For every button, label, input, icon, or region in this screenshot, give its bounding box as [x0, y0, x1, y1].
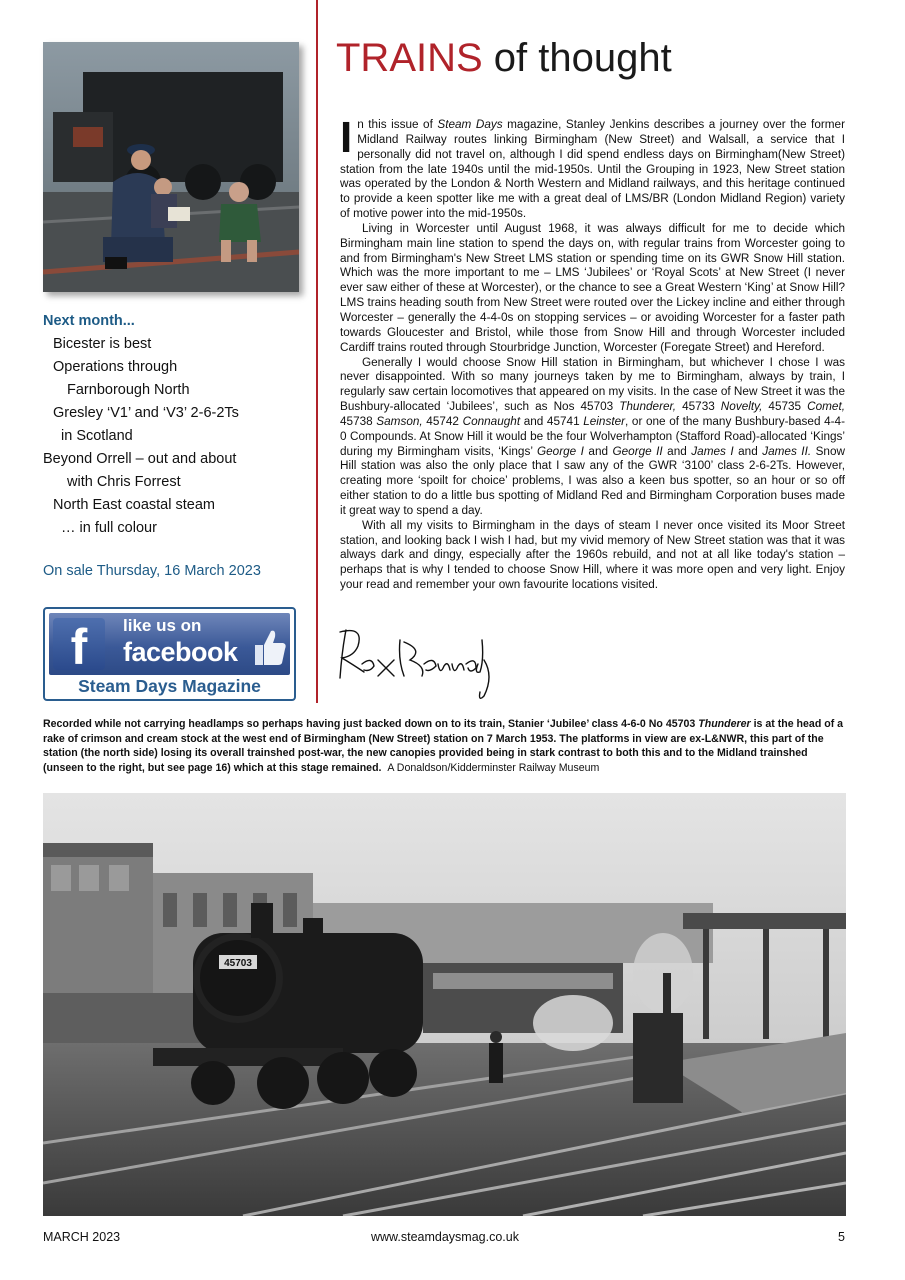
next-month-item: Farnborough North: [67, 382, 190, 398]
loco-name: George II: [612, 444, 663, 458]
article-body: [340, 113, 846, 593]
caption-text: is at the head of a rake of crimson and cream stock at the west end of Birmingham (New Street) station on 7 March 1953. The platforms in view are ex-L&NWR, this part of the station (the north side) losing its overall trainshed post-war, the new canopies provided being in stark contrast to both this and to the Midland trainshed (unseen to the right, but see page 16) which at this stage remained.: [43, 718, 844, 774]
next-month-item: Operations through: [53, 359, 178, 375]
paragraph-2: Living in Worcester until August 1968, it was always difficult for me to decide which Birmingham main line station to spend the days on, with regular trains from Worcester going to and from Birmingham's New Street LMS station or spending time on its GWR Snow Hill station. Which was the more important to me – LMS ‘Jubilees’ or ‘Royal Scots’ at New Street (I never ever saw either of these at Worcester), or the chance to see a Great Western ‘King’ at Snow Hill? LMS trains heading south from New Street were routed over the Lickey incline and either through Worcester – generally the 4-4-0s on stopping services – or avoiding Worcester for a faster path towards Gloucester and Bristol, while those from Snow Hill and through Worcester included Cardiff trains routed through Stourbridge Junction, Worcester (Foregate Street) and Hereford.: [340, 221, 845, 354]
facebook-page-name: Steam Days Magazine: [78, 676, 261, 696]
text: Snow Hill station was also the only place that I saw any of the GWR ‘3100’ class 2-6-2Ts. However, creating more ‘spoilt for choice’ problems, I was also a keen bus spotter, so an hour or so off either station to do a little bus spotting of Midland Red and Birmingham Corporation buses made it great way to spend a day.: [340, 444, 845, 517]
article-title: [336, 34, 672, 82]
loco-name: Comet,: [807, 400, 845, 414]
facebook-promo[interactable]: [43, 607, 296, 701]
text: and: [733, 444, 763, 458]
on-sale-date: On sale Thursday, 16 March 2023: [43, 563, 261, 579]
text: 45733: [676, 400, 721, 414]
loco-name: Novelty,: [720, 400, 763, 414]
signature-drawing: [334, 620, 494, 702]
caption-text: Recorded while not carrying headlamps so perhaps having just backed down on to its train, Stanier ‘Jubilee’ class 4-6-0 No 45703: [43, 718, 699, 730]
paragraph-4: With all my visits to Birmingham in the days of steam I never once visited its Moor Street station, and looking back I wish I had, but my vivid memory of New Street station was that it was always dark and dingy, especially after the 1960s rebuild, and not at all like today's station – perhaps that is why I tended to choose Snow Hill, where it was more open and very light. Enjoy your read and remember your own favourite locations visited.: [340, 518, 845, 592]
photo-credit: A Donaldson/Kidderminster Railway Museum: [387, 761, 600, 774]
next-month-item: Gresley ‘V1’ and ‘V3’ 2-6-2Ts: [53, 405, 239, 421]
text: 45738: [340, 414, 377, 428]
next-month-item: … in full colour: [61, 520, 157, 536]
loco-name: Connaught: [462, 414, 521, 428]
smokebox-number: 45703: [224, 958, 252, 969]
editor-signature: [334, 620, 494, 702]
loco-name: Thunderer,: [619, 400, 677, 414]
next-month-item: Beyond Orrell – out and about: [43, 451, 237, 467]
text: n this issue of: [357, 118, 438, 131]
footer-website[interactable]: www.steamdaysmag.co.uk: [371, 1230, 519, 1244]
text: and: [662, 444, 692, 458]
drop-cap: I: [340, 113, 353, 162]
spotters-illustration: [43, 42, 299, 292]
next-month-item: with Chris Forrest: [67, 474, 181, 490]
next-month-item: in Scotland: [61, 428, 133, 444]
facebook-wordmark: facebook: [123, 637, 238, 667]
title-of-thought: of thought: [482, 36, 672, 80]
cover-photo-spotters: [43, 42, 299, 292]
page-number: 5: [838, 1230, 845, 1244]
facebook-f-icon: f: [53, 618, 105, 670]
text: 45742: [422, 414, 463, 428]
facebook-banner[interactable]: [49, 613, 290, 675]
thumbs-up-icon: [251, 627, 287, 667]
loco-name: Samson,: [376, 414, 423, 428]
text: , or one of the many Bushbury-based 4-4-0 Compounds. At Snow Hill it would be the four Wolverhampton (Stafford Road)-allocated ‘Kings’ during my Birmingham visits, ‘Kings’: [340, 414, 846, 458]
text: and: [583, 444, 613, 458]
text: 45735: [762, 400, 808, 414]
text: Generally I would choose Snow Hill station in Birmingham, but whichever I chose I was never disappointed. With so many journeys taken by me to Birmingham, always by train, I regularly saw certain locomotives that appeared on my visits. In the case of New Street it was the Bushbury-allocated ‘Jubilees’, such as Nos 45703: [340, 355, 845, 414]
loco-name: Leinster: [583, 414, 626, 428]
like-us-on-text: like us on: [123, 616, 202, 635]
next-month-item: Bicester is best: [53, 336, 152, 352]
text: and 45741: [520, 414, 584, 428]
caption-loco-name: Thunderer: [698, 718, 751, 730]
next-month-item: North East coastal steam: [53, 497, 215, 513]
loco-name: James II.: [762, 444, 812, 458]
magazine-name: Steam Days: [437, 118, 503, 131]
next-month-heading: Next month...: [43, 313, 135, 329]
column-divider: [316, 0, 318, 703]
text: magazine, Stanley Jenkins describes a journey over the former Midland Railway routes linking Birmingham (New Street) and Walsall, a service that I personally did not travel on, although I did spend endless days on Birmingham(New Street) station from the late 1940s until the mid-1950s. Until the Grouping in 1923, New Street station was operated by the London & North Western and Midland railways, and this heritage continued to provide a keen spotter like me with a great deal of LMS/BR (London Midland Region) variety of motive power into the mid-1950s.: [340, 118, 846, 221]
next-month-list: [43, 333, 313, 540]
title-trains: TRAINS: [336, 36, 483, 80]
new-street-station-illustration: [43, 793, 846, 1216]
footer-date: MARCH 2023: [43, 1230, 121, 1244]
photo-caption: [43, 717, 848, 775]
loco-name: George I: [536, 444, 584, 458]
loco-name: James I: [691, 444, 734, 458]
paragraph-3: [340, 356, 845, 519]
paragraph-1: [340, 113, 846, 222]
main-photo-new-street: [43, 793, 846, 1216]
